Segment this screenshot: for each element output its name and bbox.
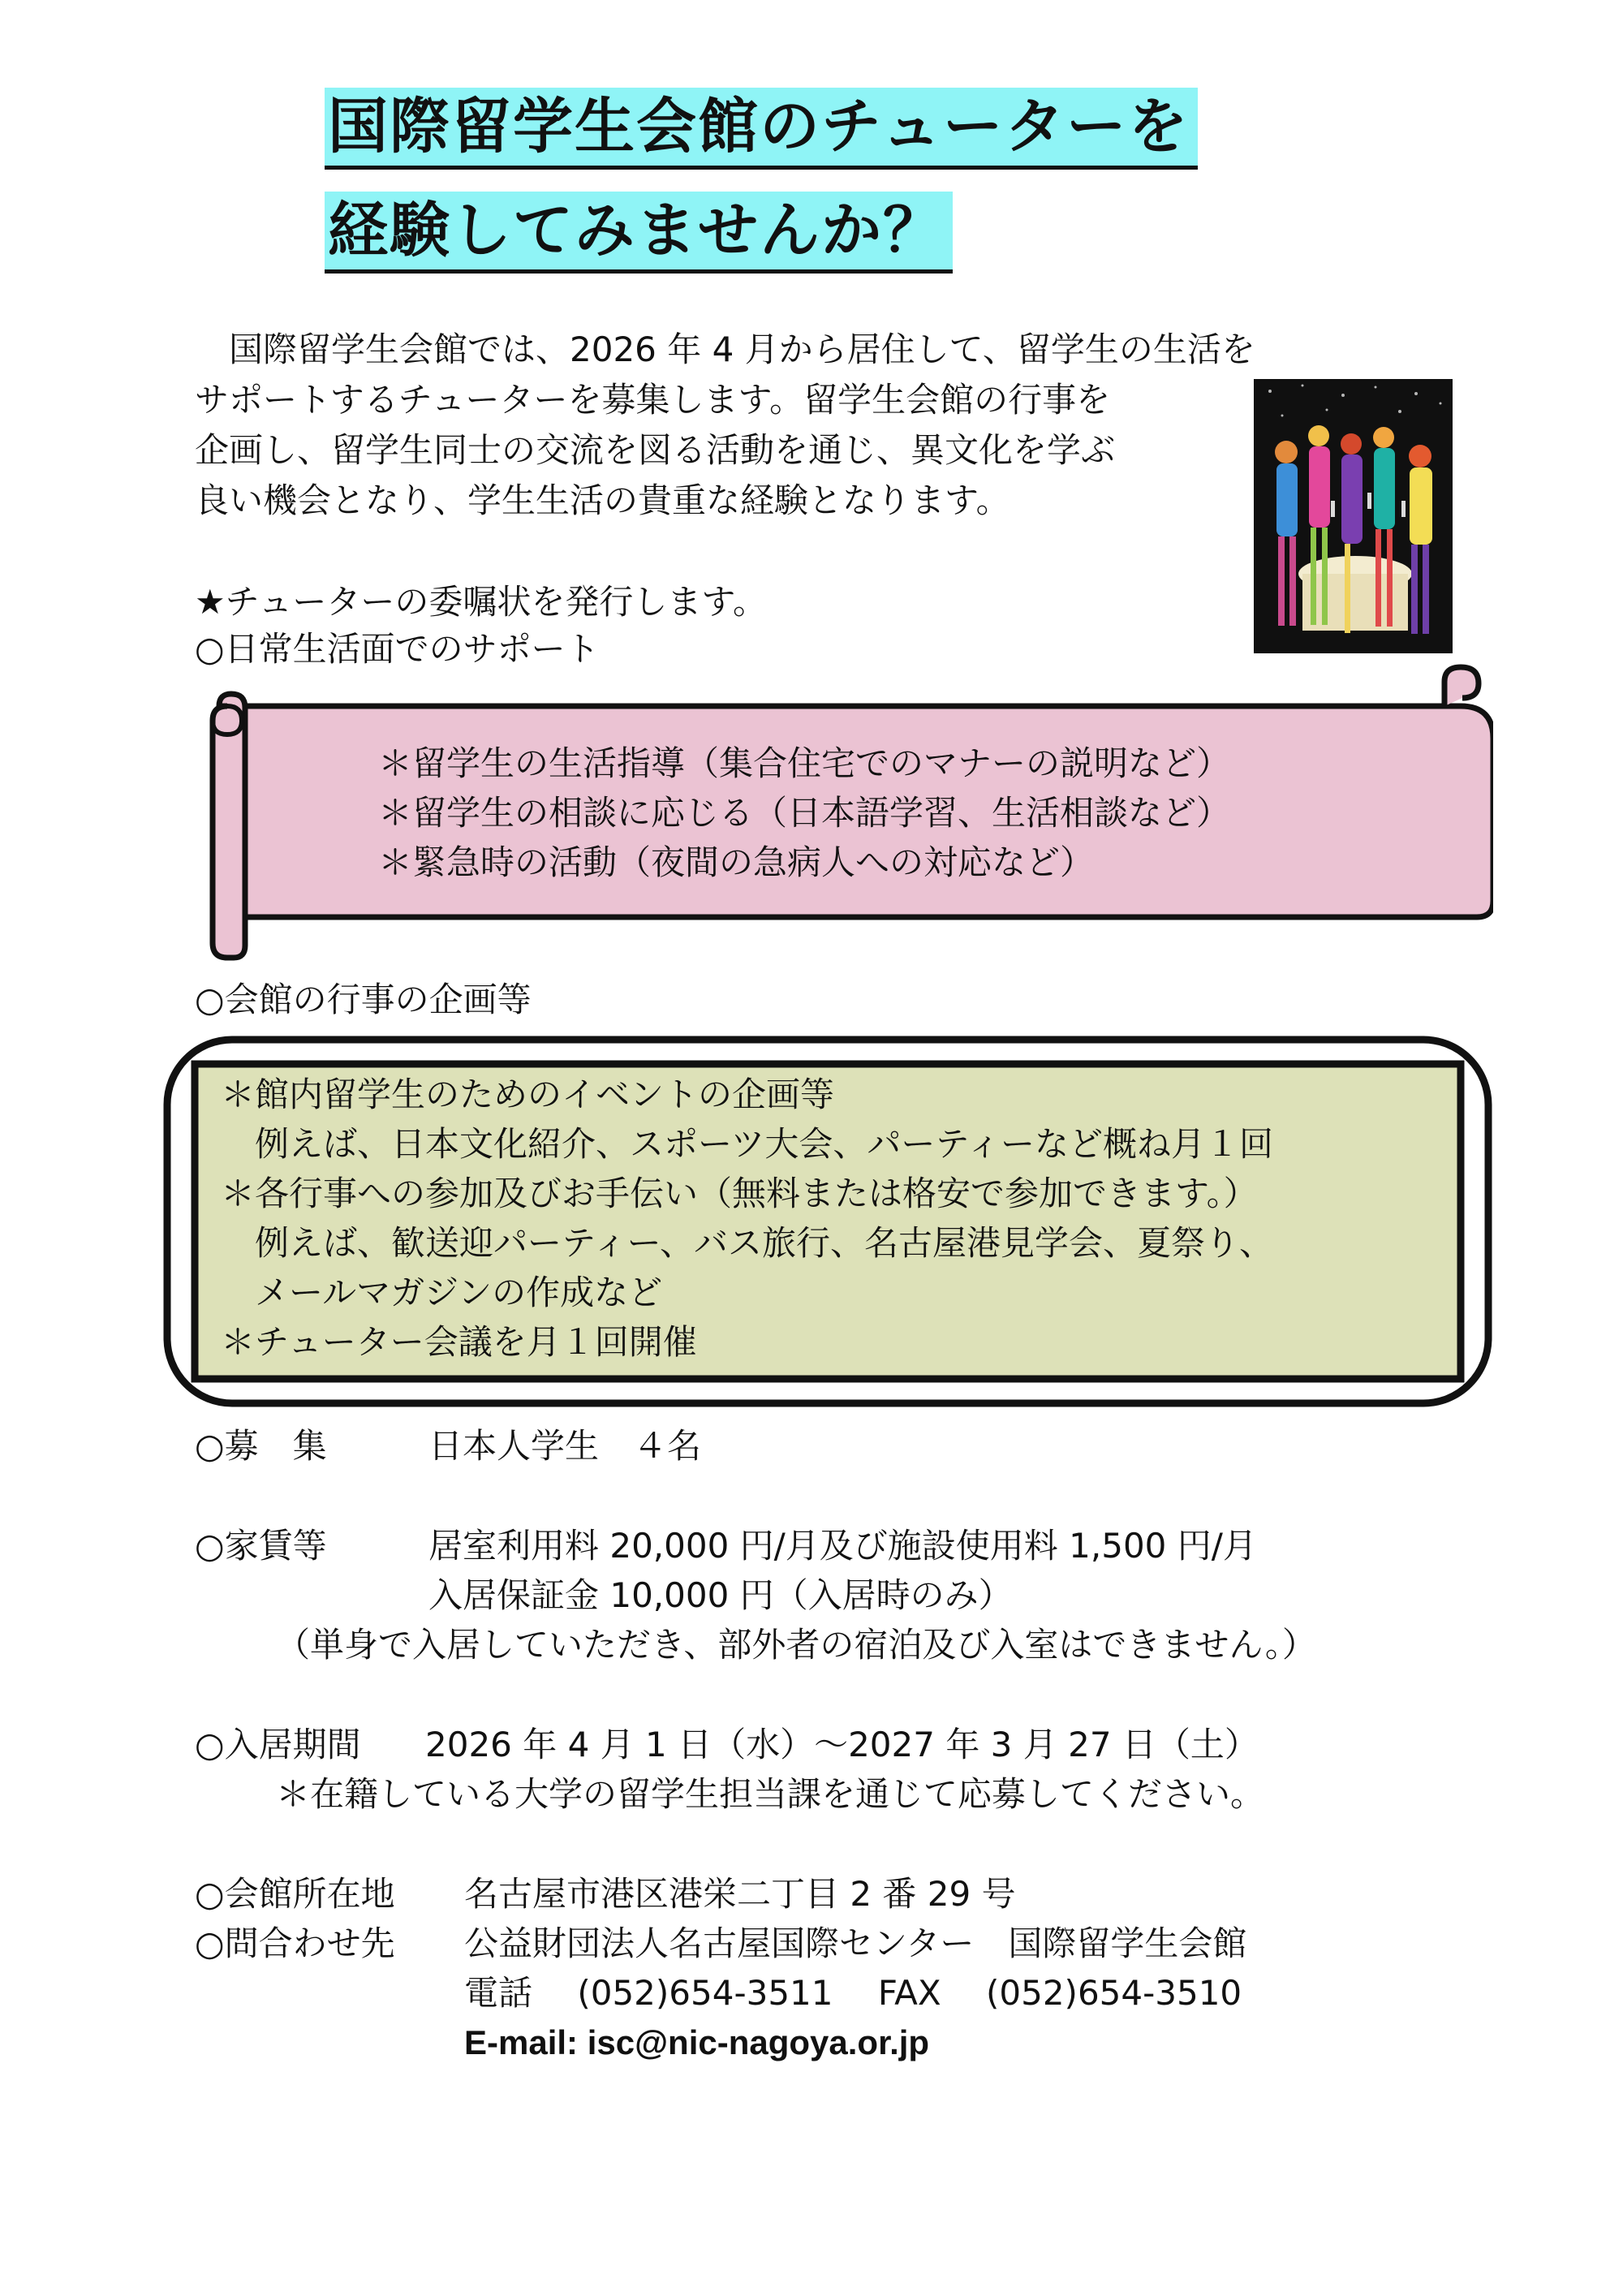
intro-line: 良い機会となり、学生生活の貴重な経験となります。 [195,480,1010,520]
period-value: 2026 年 4 月 1 日（水）～2027 年 3 月 27 日（土） [425,1725,1259,1764]
list-item: ＊館内留学生のためのイベントの企画等 [221,1075,835,1114]
daily-support-list [378,739,1230,887]
list-item: ＊各行事への参加及びお手伝い（無料または格安で参加できます。） [221,1174,1258,1213]
intro-paragraph [195,325,1380,526]
list-item: メールマガジンの作成など [221,1273,663,1312]
list-item: 例えば、歓送迎パーティー、バス旅行、名古屋港見学会、夏祭り、 [221,1223,1273,1263]
contact-label: ○問合わせ先 [195,1923,395,1963]
list-item: ＊留学生の相談に応じる（日本語学習、生活相談など） [378,793,1231,833]
list-item: ＊緊急時の活動（夜間の急病人への対応など） [378,842,1095,882]
events-heading: ○会館の行事の企画等 [195,980,532,1019]
rent-label: ○家賃等 [195,1526,327,1566]
daily-support-heading: ○日常生活面でのサポート [195,629,600,669]
list-item: 例えば、日本文化紹介、スポーツ大会、パーティーなど概ね月１回 [221,1124,1273,1164]
period-note: ＊在籍している大学の留学生担当課を通じて応募してください。 [276,1774,1265,1814]
title-line-2: 経験してみませんか？ [325,192,953,274]
contact-phone: 電話 (052)654-3511 FAX (052)654-3510 [464,1973,1242,2013]
recruit-value: 日本人学生 ４名 [428,1426,702,1466]
location-value: 名古屋市港区港栄二丁目 2 番 29 号 [464,1874,1016,1914]
contact-email[interactable]: E-mail: isc@nic-nagoya.or.jp [464,2023,930,2061]
rent-line-2: 入居保証金 10,000 円（入居時のみ） [428,1575,1013,1615]
location-label: ○会館所在地 [195,1874,395,1914]
intro-line: 国際留学生会館では、2026 年 4 月から居住して、留学生の生活を [195,330,1255,369]
list-item: ＊チューター会議を月１回開催 [221,1322,697,1362]
rent-note: （単身で入居していただき、部外者の宿泊及び入室はできません。） [276,1625,1316,1665]
events-list [221,1070,1273,1367]
intro-line: 企画し、留学生同士の交流を図る活動を通じ、異文化を学ぶ [195,430,1116,470]
intro-line: サポートするチューターを募集します。留学生会館の行事を [195,380,1111,420]
list-item: ＊留学生の生活指導（集合住宅でのマナーの説明など） [378,743,1231,783]
period-label: ○入居期間 [195,1725,361,1764]
rent-line-1: 居室利用料 20,000 円/月及び施設使用料 1,500 円/月 [428,1526,1257,1566]
certificate-note: ★チューターの委嘱状を発行します。 [195,582,768,622]
recruit-label: ○募 集 [195,1426,327,1466]
contact-org: 公益財団法人名古屋国際センター 国際留学生会館 [464,1923,1247,1963]
title-line-1: 国際留学生会館のチューターを [325,88,1198,170]
party-people-illustration [1254,379,1453,653]
